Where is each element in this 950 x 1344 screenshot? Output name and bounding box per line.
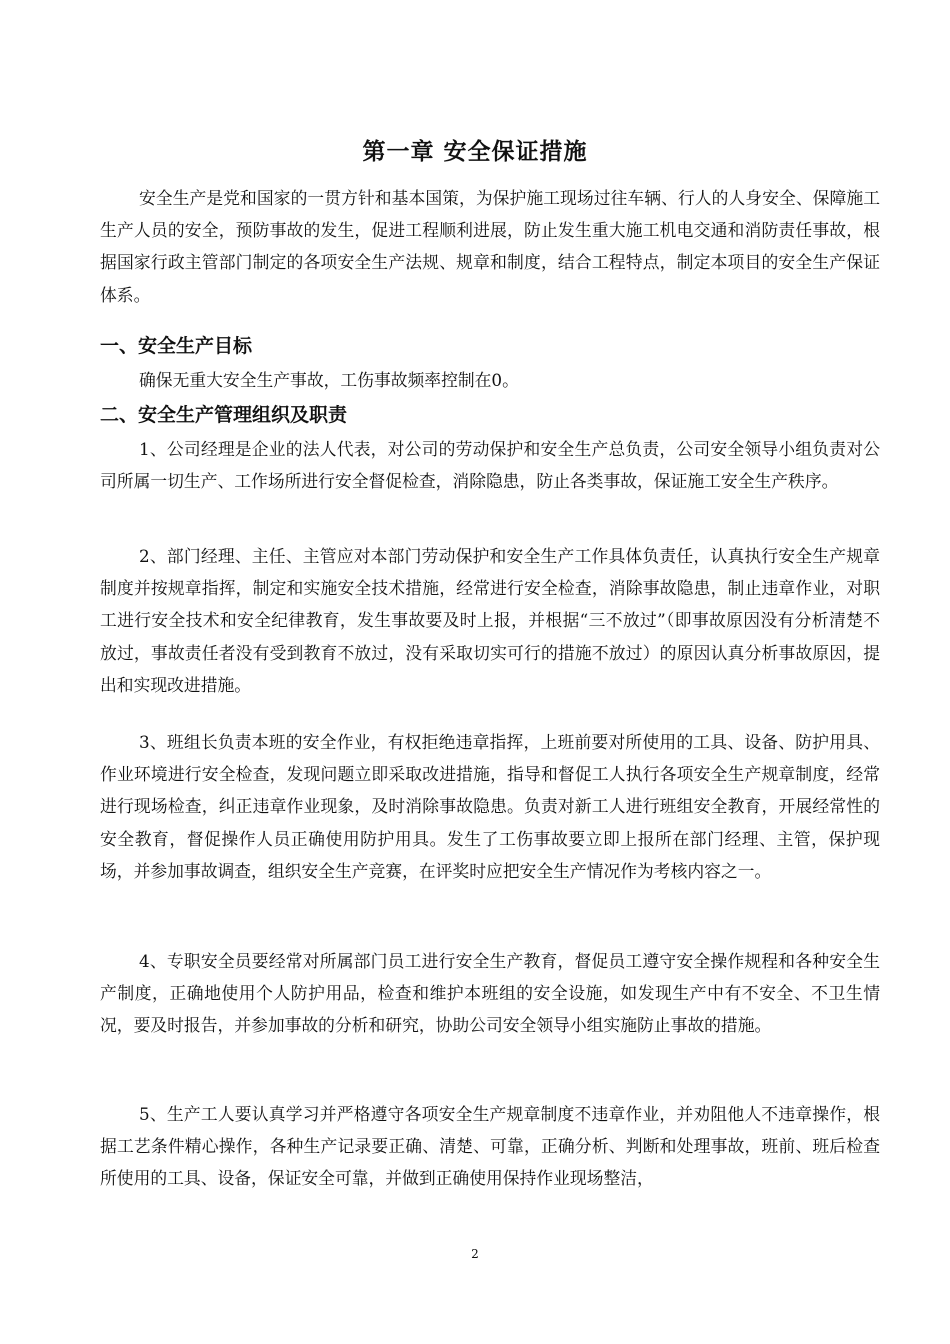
duty-item-1: 1、公司经理是企业的法人代表，对公司的劳动保护和安全生产总负责，公司安全领导小组负责对公司所属一切生产、工作场所进行安全督促检查，消除隐患，防止各类事故，保证施工安全生产秩序。 [100,439,880,492]
section-heading-goal: 一、安全生产目标 [100,335,253,357]
goal-paragraph: 确保无重大安全生产事故，工伤事故频率控制在0。 [139,370,519,390]
page-number: 2 [471,1247,479,1261]
intro-paragraph: 安全生产是党和国家的一贯方针和基本国策，为保护施工现场过往车辆、行人的人身安全、保障施工生产人员的安全，预防事故的发生，促进工程顺利进展，防止发生重大施工机电交通和消防责任事故，根据国家行政主管部门制定的各项安全生产法规、规章和制度，结合工程特点，制定本项目的安全生产保证体系。 [100,188,880,305]
duty-item-2: 2、部门经理、主任、主管应对本部门劳动保护和安全生产工作具体负责任，认真执行安全生产规章制度并按规章指挥，制定和实施安全技术措施，经常进行安全检查，消除事故隐患，制止违章作业，对职工进行安全技术和安全纪律教育，发生事故要及时上报，并根据“三不放过”（即事故原因没有分析清楚不放过，事故责任者没有受到教育不放过，没有采取切实可行的措施不放过）的原因认真分析事故原因，提出和实现改进措施。 [100,546,880,695]
chapter-title: 第一章 安全保证措施 [362,139,588,165]
section-heading-organization: 二、安全生产管理组织及职责 [100,404,348,426]
duty-item-5: 5、生产工人要认真学习并严格遵守各项安全生产规章制度不违章作业，并劝阻他人不违章操作，根据工艺条件精心操作，各种生产记录要正确、清楚、可靠，正确分析、判断和处理事故，班前、班后检查所使用的工具、设备，保证安全可靠，并做到正确使用保持作业现场整洁， [100,1104,880,1189]
duty-item-4: 4、专职安全员要经常对所属部门员工进行安全生产教育，督促员工遵守安全操作规程和各种安全生产制度，正确地使用个人防护用品，检查和维护本班组的安全设施，如发现生产中有不安全、不卫生情况，要及时报告，并参加事故的分析和研究，协助公司安全领导小组实施防止事故的措施。 [100,951,880,1036]
duty-item-3: 3、班组长负责本班的安全作业，有权拒绝违章指挥，上班前要对所使用的工具、设备、防护用具、作业环境进行安全检查，发现问题立即采取改进措施，指导和督促工人执行各项安全生产规章制度，经常进行现场检查，纠正违章作业现象，及时消除事故隐患。负责对新工人进行班组安全教育，开展经常性的安全教育，督促操作人员正确使用防护用具。发生了工伤事故要立即上报所在部门经理、主管，保护现场，并参加事故调查，组织安全生产竞赛，在评奖时应把安全生产情况作为考核内容之一。 [100,732,880,881]
